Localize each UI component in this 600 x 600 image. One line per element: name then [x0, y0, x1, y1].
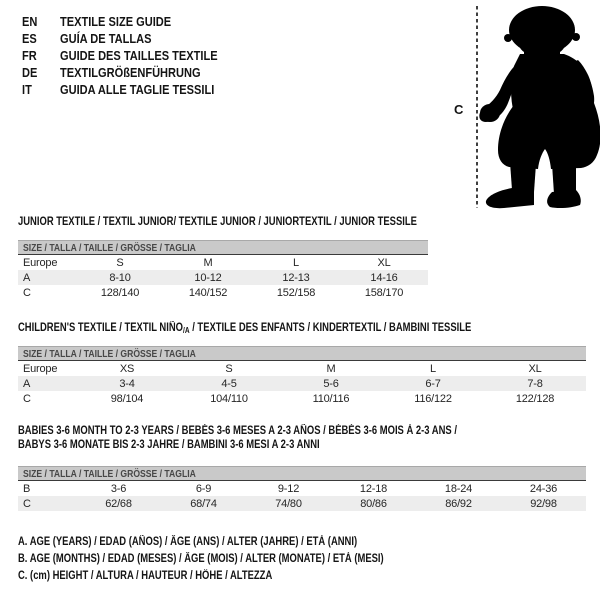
table-row-height: [18, 285, 428, 300]
size-cell: L: [293, 256, 299, 269]
children-size-table: [18, 346, 586, 406]
language-label: GUIDA ALLE TAGLIE TESSILI: [60, 82, 215, 97]
height-cell: 116/122: [414, 392, 452, 405]
row-label: C: [23, 497, 31, 510]
baby-silhouette-icon: [474, 2, 600, 210]
table-row-height: [18, 496, 586, 511]
size-cell: XL: [528, 362, 542, 375]
size-cell: S: [116, 256, 124, 269]
table-row-height: [18, 391, 586, 406]
table-row-europe: [18, 255, 428, 270]
junior-size-table: [18, 240, 428, 300]
size-header-band: SIZE / TALLA / TAILLE / GRÖSSE / TAGLIA: [18, 240, 428, 255]
language-row-it: [22, 81, 245, 98]
height-cell: 128/140: [100, 286, 140, 299]
legend: [18, 536, 464, 587]
size-cell: M: [203, 256, 213, 269]
row-label: A: [23, 377, 31, 390]
size-cell: M: [326, 362, 336, 375]
age-cell: 10-12: [194, 271, 222, 284]
language-label: GUÍA DE TALLAS: [60, 31, 152, 46]
height-cell: 140/152: [188, 286, 228, 299]
babies-size-table: [18, 466, 586, 511]
size-header-band: SIZE / TALLA / TAILLE / GRÖSSE / TAGLIA: [18, 466, 586, 481]
age-cell: 18-24: [444, 482, 473, 495]
size-cell: L: [430, 362, 436, 375]
height-cell: 62/68: [105, 497, 132, 510]
size-cell: S: [225, 362, 233, 375]
children-section-title: CHILDREN'S TEXTILE / TEXTIL NIÑO/A / TEXTILE DES ENFANTS / KINDERTEXTIL / BAMBINI TESSILE: [18, 322, 472, 335]
row-label: Europe: [23, 362, 58, 375]
row-label: C: [23, 392, 31, 405]
height-measure-label: C: [454, 102, 464, 117]
language-row-de: [22, 64, 245, 81]
height-cell: 158/170: [364, 286, 404, 299]
table-row-age: [18, 270, 428, 285]
legend-line-b: B. AGE (MONTHS) / EDAD (MESES) / ÂGE (MOIS) / ALTER (MONATE) / ETÀ (MESI): [18, 553, 384, 565]
height-cell: 110/116: [312, 392, 350, 405]
age-cell: 3-4: [119, 377, 135, 390]
language-code: DE: [22, 65, 38, 80]
age-cell: 4-5: [221, 377, 237, 390]
height-cell: 68/74: [190, 497, 217, 510]
height-cell: 98/104: [110, 392, 144, 405]
legend-line-a: A. AGE (YEARS) / EDAD (AÑOS) / ÂGE (ANS) / ALTER (JAHRE) / ETÀ (ANNI): [18, 536, 358, 548]
age-cell: 24-36: [529, 482, 558, 495]
language-code: EN: [22, 14, 38, 29]
table-row-europe: [18, 361, 586, 376]
row-label: A: [23, 271, 31, 284]
age-cell: 3-6: [110, 482, 127, 495]
language-list: [22, 13, 245, 98]
age-cell: 6-7: [425, 377, 441, 390]
legend-line-c: C. (cm) HEIGHT / ALTURA / HAUTEUR / HÖHE / ALTEZZA: [18, 570, 273, 582]
age-cell: 6-9: [195, 482, 212, 495]
age-cell: 5-6: [323, 377, 339, 390]
age-cell: 12-13: [282, 271, 310, 284]
row-label: C: [23, 286, 31, 299]
language-label: TEXTILGRÖßENFÜHRUNG: [60, 65, 201, 80]
babies-section-title: BABIES 3-6 MONTH TO 2-3 YEARS / BEBÉS 3-6 MESES A 2-3 AÑOS / BÉBÉS 3-6 MOIS À 2-3 ANS / BABYS 3-6 MONATE BIS 2-3 JAHRE / BAMBINI 3-6 MESI A 2-3 ANNI: [18, 425, 457, 451]
language-row-es: [22, 30, 245, 47]
size-header-band: SIZE / TALLA / TAILLE / GRÖSSE / TAGLIA: [18, 346, 586, 361]
language-label: GUIDE DES TAILLES TEXTILE: [60, 48, 218, 63]
language-row-fr: [22, 47, 245, 64]
size-cell: XL: [377, 256, 391, 269]
age-cell: 12-18: [359, 482, 388, 495]
size-cell: XS: [119, 362, 135, 375]
height-cell: 104/110: [210, 392, 248, 405]
height-cell: 80/86: [360, 497, 387, 510]
age-cell: 14-16: [370, 271, 398, 284]
table-row-age: [18, 376, 586, 391]
language-code: ES: [22, 31, 37, 46]
junior-section-title: JUNIOR TEXTILE / TEXTIL JUNIOR/ TEXTILE JUNIOR / JUNIORTEXTIL / JUNIOR TESSILE: [18, 216, 417, 228]
language-code: FR: [22, 48, 37, 63]
table-row-age-months: [18, 481, 586, 496]
height-cell: 74/80: [275, 497, 302, 510]
age-cell: 8-10: [109, 271, 131, 284]
height-cell: 152/158: [276, 286, 316, 299]
language-label: TEXTILE SIZE GUIDE: [60, 14, 172, 29]
age-cell: 7-8: [527, 377, 543, 390]
height-cell: 122/128: [515, 392, 555, 405]
row-label: B: [23, 482, 31, 495]
language-row-en: [22, 13, 245, 30]
height-cell: 92/98: [530, 497, 557, 510]
height-cell: 86/92: [445, 497, 472, 510]
height-figure: [452, 2, 600, 212]
language-code: IT: [22, 82, 32, 97]
row-label: Europe: [23, 256, 58, 269]
age-cell: 9-12: [277, 482, 300, 495]
